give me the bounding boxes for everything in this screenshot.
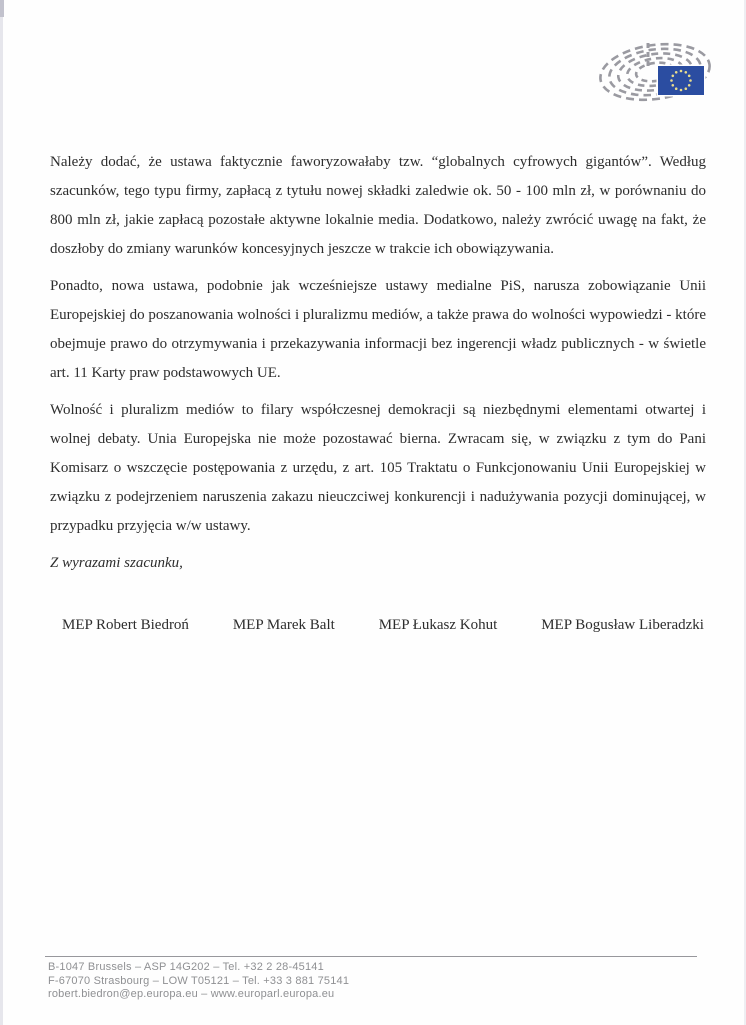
page-edge-left <box>0 0 3 1025</box>
european-parliament-logo <box>598 42 712 104</box>
footer-line-contact: robert.biedron@ep.europa.eu – www.europarl.europa.eu <box>48 988 335 1000</box>
european-parliament-logo-icon <box>598 42 712 104</box>
letter-footer <box>45 956 697 1002</box>
footer-line-brussels: B-1047 Brussels – ASP 14G202 – Tel. +32 2 28-45141 <box>48 961 324 973</box>
signature-mep-marek-balt: MEP Marek Balt <box>232 617 335 633</box>
footer-line-strasbourg: F-67070 Strasbourg – LOW T05121 – Tel. +33 3 881 75141 <box>48 974 350 987</box>
body-paragraph-2: Ponadto, nowa ustawa, podobnie jak wcześniejsze ustawy medialne PiS, narusza zobowiązanie Unii Europejskiej do poszanowania wolności i pluralizmu mediów, a także prawa do wolności wypowiedzi - które obejmuje prawo do otrzymywania i przekazywania informacji bez ingerencji władz publicznych - w świetle art. 11 Karty praw podstawowych UE. <box>50 278 706 381</box>
signature-mep-robert-biedron: MEP Robert Biedroń <box>62 617 189 633</box>
page-edge-notch <box>0 0 4 17</box>
body-paragraph-1: Należy dodać, że ustawa faktycznie faworyzowałaby tzw. “globalnych cyfrowych gigantów”. Według szacunków, tego typu firmy, zapłacą z tytułu nowej składki zaledwie ok. 50 - 100 mln zł, w porównaniu do 800 mln zł, jakie zapłacą pozostałe aktywne lokalnie media. Dodatkowo, należy zwrócić uwagę na fakt, że doszłoby do zmiany warunków koncesyjnych jeszcze w trakcie ich obowiązywania. <box>50 154 706 257</box>
eu-flag-icon <box>657 65 706 97</box>
signature-mep-lukasz-kohut: MEP Łukasz Kohut <box>378 617 498 633</box>
signature-mep-boguslaw-liberadzki: MEP Bogusław Liberadzki <box>541 617 704 633</box>
body-paragraph-3: Wolność i pluralizm mediów to filary współczesnej demokracji są niezbędnymi elementami otwartej i wolnej debaty. Unia Europejska nie może pozostawać bierna. Zwracam się, w związku z tym do Pani Komisarz o wszczęcie postępowania z urzędu, z art. 105 Traktatu o Funkcjonowaniu Unii Europejskiej w związku z podejrzeniem naruszenia zakazu nieuczciwej konkurencji i nadużywania pozycji dominującej, w przypadku przyjęcia w/w ustawy. <box>50 402 706 534</box>
letter-body <box>50 148 706 640</box>
signature-row <box>50 611 706 640</box>
footer-divider <box>45 956 697 957</box>
closing-salutation: Z wyrazami szacunku, <box>50 555 183 571</box>
